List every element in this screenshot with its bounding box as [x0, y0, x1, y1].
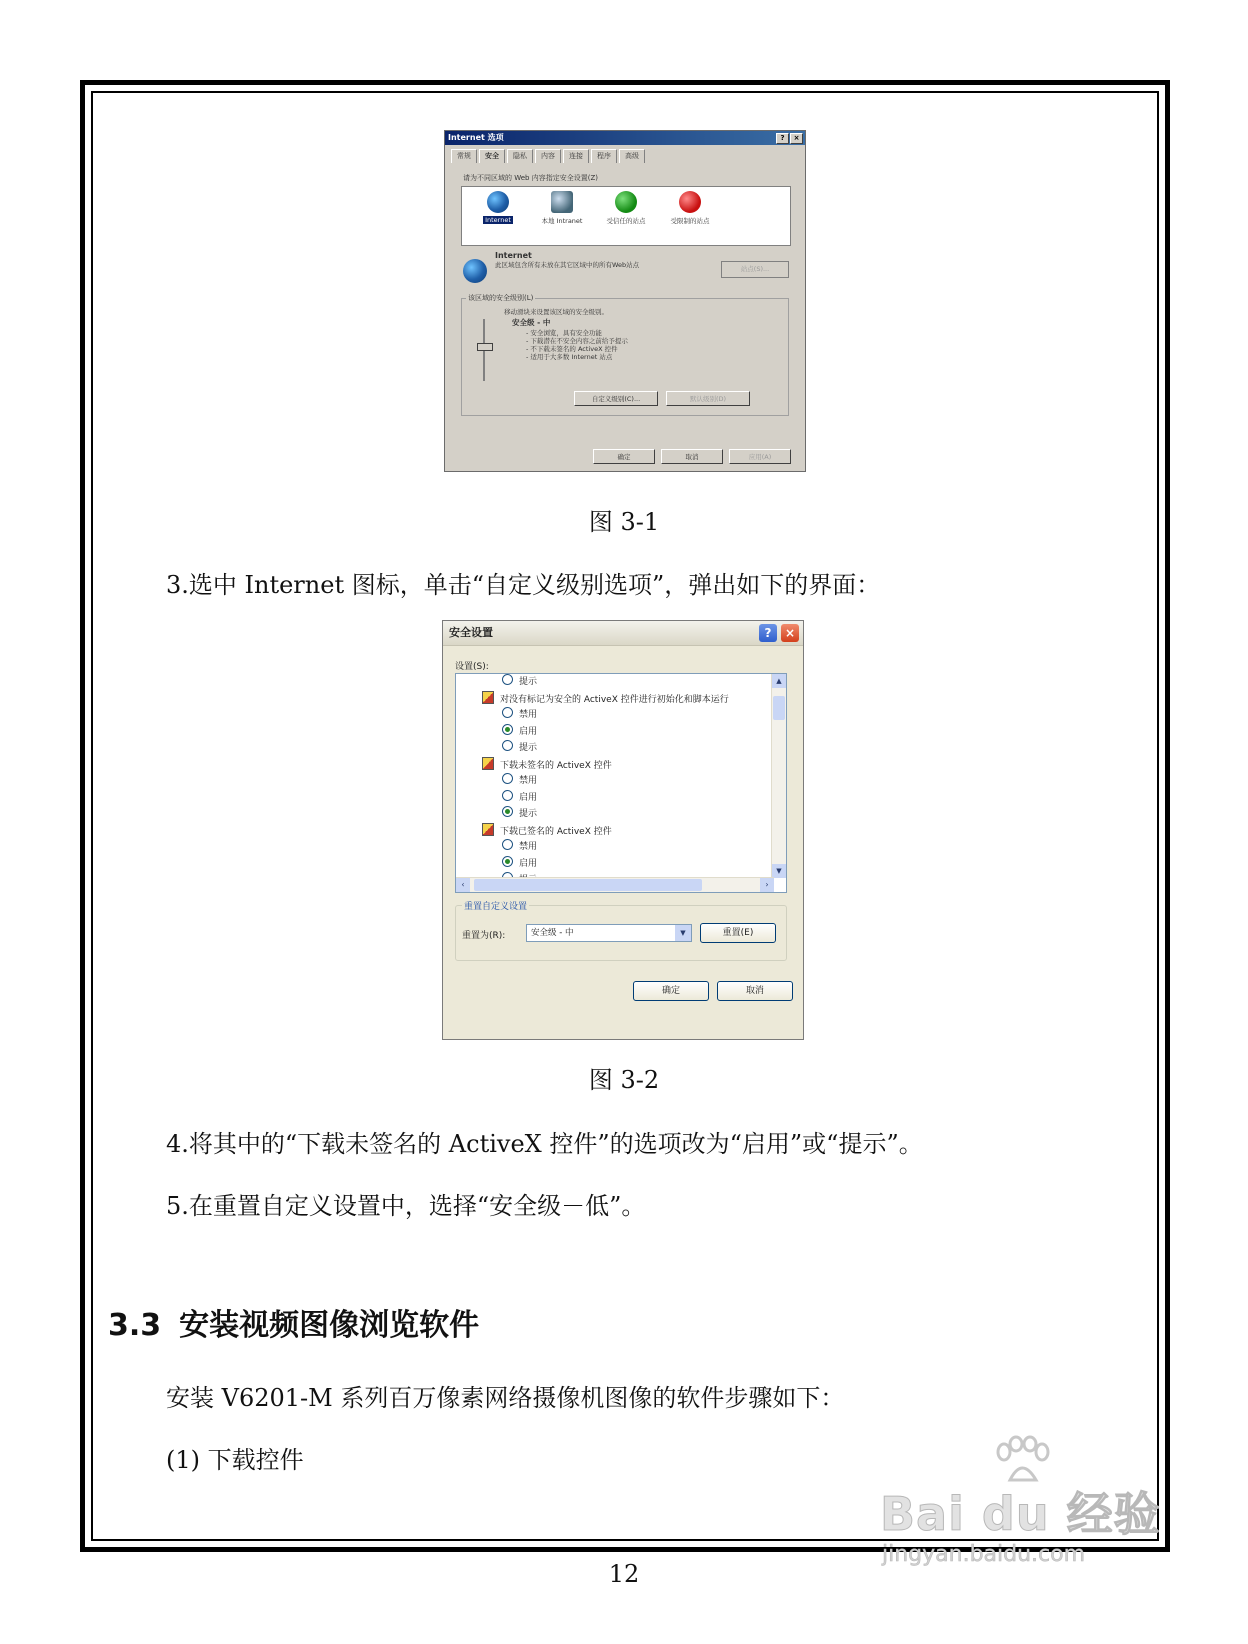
- zone-label: 受限制的站点: [670, 217, 710, 225]
- scrollbar-thumb[interactable]: [773, 696, 785, 720]
- reset-legend: 重置自定义设置: [462, 899, 529, 912]
- option-label: 启用: [519, 858, 538, 869]
- option-label: 启用: [519, 792, 538, 803]
- local-intranet-icon: [551, 191, 573, 213]
- fig2-cancel-button[interactable]: 取消: [717, 981, 793, 1001]
- globe-icon: [487, 191, 509, 213]
- security-level-bullets: [518, 329, 628, 361]
- reset-level-select[interactable]: [526, 924, 692, 942]
- list-item: [456, 691, 774, 708]
- settings-list-content: [456, 674, 774, 878]
- section-title: 安装视频图像浏览软件: [179, 1308, 480, 1343]
- fig1-help-button[interactable]: ?: [776, 133, 789, 144]
- radio-icon[interactable]: [502, 806, 513, 817]
- slider-hint: 移动滑块来设置该区域的安全级别。: [504, 308, 608, 316]
- fig2-ok-button[interactable]: 确定: [633, 981, 709, 1001]
- close-icon[interactable]: ×: [781, 624, 799, 642]
- zone-label: Internet: [485, 216, 511, 224]
- security-level-title: 安全级 - 中: [512, 318, 551, 327]
- tab-connections[interactable]: 连接: [563, 149, 589, 163]
- watermark-url: jingyan.baidu.com: [882, 1542, 1086, 1567]
- fig1-titlebar: [445, 131, 805, 145]
- custom-level-button[interactable]: 自定义级别(C)...: [574, 391, 658, 406]
- zone-label: 本地 Intranet: [541, 217, 583, 225]
- step-1: (1) 下载控件: [166, 1446, 304, 1474]
- zone-label: 受信任的站点: [606, 217, 646, 225]
- settings-label: 设置(S):: [455, 662, 489, 672]
- fig1-ok-button[interactable]: 确定: [593, 449, 655, 464]
- fig1-title: Internet 选项: [448, 133, 504, 142]
- list-item[interactable]: [456, 740, 774, 757]
- radio-icon[interactable]: [502, 839, 513, 850]
- setting-heading: 下载已签名的 ActiveX 控件: [500, 826, 612, 837]
- list-item[interactable]: [456, 839, 774, 856]
- shield-icon: [482, 757, 494, 770]
- zone-local-intranet[interactable]: [532, 191, 592, 225]
- settings-list[interactable]: [455, 673, 787, 893]
- tab-programs[interactable]: 程序: [591, 149, 617, 163]
- slider-thumb[interactable]: [477, 343, 493, 351]
- tab-privacy[interactable]: 隐私: [507, 149, 533, 163]
- level-bullet: - 下载潜在不安全内容之前给予提示: [526, 337, 628, 345]
- security-level-slider[interactable]: [474, 319, 494, 381]
- watermark-logo: Bai du 经验: [880, 1487, 1161, 1541]
- group-legend: 该区域的安全级别(L): [468, 294, 534, 302]
- list-item[interactable]: [456, 806, 774, 823]
- section-heading: [108, 1300, 479, 1344]
- fig1-zone-list: [461, 186, 791, 246]
- radio-icon[interactable]: [502, 724, 513, 735]
- setting-heading: 对没有标记为安全的 ActiveX 控件进行初始化和脚本运行: [500, 694, 729, 705]
- figure-caption-1: 图 3-1: [588, 508, 660, 536]
- list-item: [456, 757, 774, 774]
- level-bullet: - 适用于大多数 Internet 站点: [526, 353, 613, 361]
- fig1-close-button[interactable]: ×: [790, 133, 803, 144]
- scroll-down-icon[interactable]: ▼: [772, 864, 786, 878]
- list-item[interactable]: [456, 707, 774, 724]
- help-icon[interactable]: ?: [759, 624, 777, 642]
- list-item[interactable]: [456, 856, 774, 873]
- section-intro: 安装 V6201-M 系列百万像素网络摄像机图像的软件步骤如下：: [166, 1384, 845, 1412]
- level-bullet: - 安全浏览，具有安全功能: [526, 329, 602, 337]
- radio-icon[interactable]: [502, 856, 513, 867]
- fig1-zone-info: [463, 251, 793, 287]
- zone-internet[interactable]: [468, 191, 528, 224]
- option-label: 禁用: [519, 776, 538, 786]
- fig2-titlebar: [443, 621, 803, 646]
- figure-security-settings: [442, 620, 804, 1040]
- option-label: 提示: [519, 809, 538, 819]
- sites-button[interactable]: 站点(S)...: [721, 261, 789, 278]
- horizontal-scrollbar[interactable]: [456, 877, 774, 892]
- scroll-left-icon[interactable]: ‹: [456, 878, 470, 892]
- figure-internet-options: [444, 130, 806, 472]
- reset-custom-settings-group: [455, 902, 787, 961]
- tab-security[interactable]: 安全: [479, 149, 505, 163]
- reset-level-value: 安全级 - 中: [531, 928, 574, 938]
- section-number: 3.3: [108, 1308, 162, 1343]
- zone-trusted-sites[interactable]: [596, 191, 656, 225]
- reset-button[interactable]: 重置(E): [700, 923, 776, 943]
- setting-heading: 下载未签名的 ActiveX 控件: [500, 760, 612, 771]
- list-item[interactable]: [456, 773, 774, 790]
- radio-icon[interactable]: [502, 773, 513, 784]
- fig1-apply-button[interactable]: 应用(A): [729, 449, 791, 464]
- scroll-right-icon[interactable]: ›: [760, 878, 774, 892]
- tab-general[interactable]: 常规: [451, 149, 477, 163]
- option-label: 提示: [519, 677, 538, 687]
- scroll-up-icon[interactable]: ▲: [772, 674, 786, 688]
- page-number: 12: [608, 1560, 640, 1588]
- option-label: 禁用: [519, 710, 538, 720]
- globe-icon: [463, 259, 487, 283]
- list-item[interactable]: [456, 674, 774, 691]
- fig1-security-level-group: [461, 294, 789, 416]
- tab-advanced[interactable]: 高级: [619, 149, 645, 163]
- shield-icon: [482, 691, 494, 704]
- level-bullet: - 不下载未签名的 ActiveX 控件: [526, 345, 618, 353]
- zone-name: Internet: [495, 251, 532, 260]
- list-item[interactable]: [456, 724, 774, 741]
- fig1-tab-bar: [445, 145, 805, 163]
- option-label: 禁用: [519, 842, 538, 852]
- instruction-step-4: 4.将其中的“下载未签名的 ActiveX 控件”的选项改为“启用”或“提示”。: [166, 1130, 923, 1158]
- vertical-scrollbar[interactable]: [771, 674, 786, 878]
- baidu-watermark: [880, 1432, 1180, 1572]
- fig1-cancel-button[interactable]: 取消: [661, 449, 723, 464]
- default-level-button[interactable]: 默认级别(D): [666, 391, 750, 406]
- radio-icon[interactable]: [502, 674, 513, 685]
- option-label: 启用: [519, 726, 538, 737]
- radio-icon[interactable]: [502, 790, 513, 801]
- zone-restricted-sites[interactable]: [660, 191, 720, 225]
- shield-icon: [482, 823, 494, 836]
- tab-content[interactable]: 内容: [535, 149, 561, 163]
- option-label: 提示: [519, 743, 538, 753]
- instruction-step-3: 3.选中 Internet 图标，单击“自定义级别选项”，弹出如下的界面：: [166, 571, 881, 599]
- list-item[interactable]: [456, 790, 774, 807]
- list-item: [456, 823, 774, 840]
- scrollbar-thumb[interactable]: [474, 879, 702, 891]
- reset-label: 重置为(R):: [462, 931, 506, 941]
- trusted-sites-icon: [615, 191, 637, 213]
- zone-description: 此区域包含所有未放在其它区域中的所有Web站点: [495, 261, 640, 269]
- figure-caption-2: 图 3-2: [588, 1066, 660, 1094]
- fig2-title: 安全设置: [449, 626, 493, 639]
- radio-icon[interactable]: [502, 707, 513, 718]
- restricted-sites-icon: [679, 191, 701, 213]
- instruction-step-5: 5.在重置自定义设置中，选择“安全级－低”。: [166, 1192, 646, 1220]
- fig1-zone-prompt: 请为不同区域的 Web 内容指定安全设置(Z): [463, 174, 598, 182]
- chevron-down-icon[interactable]: ▼: [675, 925, 691, 941]
- radio-icon[interactable]: [502, 740, 513, 751]
